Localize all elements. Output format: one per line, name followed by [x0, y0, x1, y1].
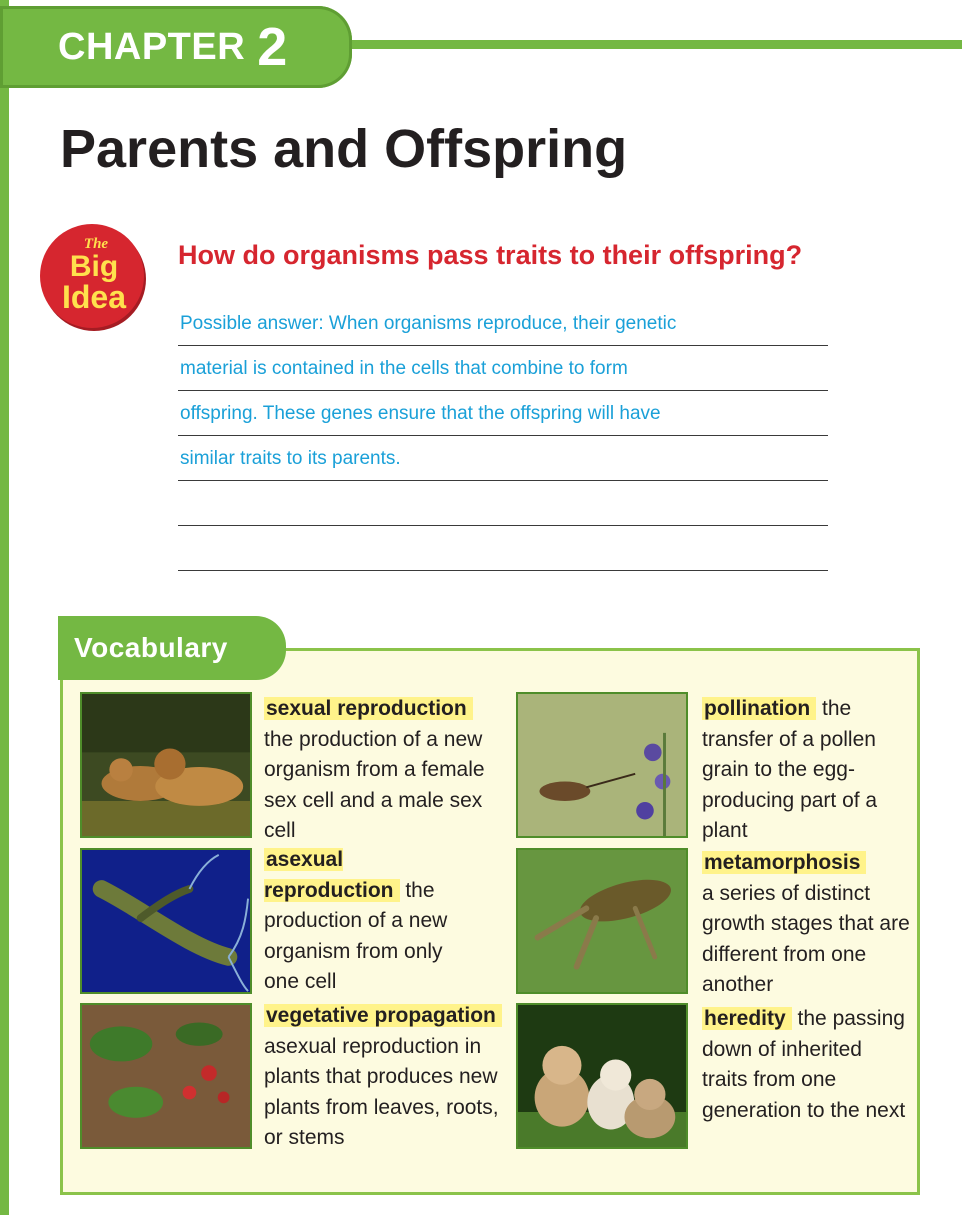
frog-photo [516, 848, 688, 994]
strawberry-photo [80, 1003, 252, 1149]
answer-line-5[interactable] [178, 482, 828, 526]
lions-photo [80, 692, 252, 838]
hawk-moth-photo [516, 692, 688, 838]
chapter-number: 2 [257, 17, 288, 77]
svg-text:Idea: Idea [61, 279, 127, 315]
vocab-term: metamorphosis [702, 851, 866, 874]
svg-text:The: The [83, 236, 109, 252]
vocab-definition: the transfer of a pollen grain to the egg-producing part of a plant [702, 697, 878, 842]
vocab-term: heredity [702, 1007, 792, 1030]
vocab-term: sexual reproduction [264, 697, 473, 720]
vocab-definition: a series of distinct growth stages that are different from one another [702, 881, 910, 996]
chapter-label: CHAPTER [58, 25, 246, 68]
big-idea-logo [40, 224, 144, 328]
big-idea-question: How do organisms pass traits to their offspring? [178, 240, 803, 270]
vocab-item-vegetative-propagation [264, 1001, 509, 1154]
left-margin-rule [0, 0, 9, 1215]
vocab-definition: the production of a new organism from only one cell [264, 878, 448, 993]
vocab-definition: asexual reproduction in plants that produces new plants from leaves, roots, or stems [264, 1034, 499, 1149]
big-idea-badge-icon [40, 224, 144, 328]
page-title: Parents and Offspring [60, 119, 628, 179]
vocab-term: vegetative propagation [264, 1004, 502, 1027]
vocab-item-metamorphosis [702, 848, 912, 1001]
answer-line-6[interactable] [178, 527, 828, 571]
answer-line-4[interactable]: similar traits to its parents. [178, 437, 828, 481]
answer-line-3[interactable]: offspring. These genes ensure that the offspring will have [178, 392, 828, 436]
vocabulary-heading: Vocabulary [58, 616, 286, 680]
vocab-term: asexual reproduction [264, 848, 400, 902]
answer-area[interactable] [178, 302, 828, 571]
hydra-photo [80, 848, 252, 994]
chapter-header-rule [330, 40, 962, 49]
vocab-item-asexual-reproduction [264, 845, 479, 998]
vocab-definition: the passing down of inherited traits from one generation to the next [702, 1007, 906, 1122]
answer-line-1[interactable]: Possible answer: When organisms reproduce, their genetic [178, 302, 828, 346]
answer-line-2[interactable]: material is contained in the cells that combine to form [178, 347, 828, 391]
vocab-item-pollination [702, 694, 907, 847]
vocab-term: pollination [702, 697, 816, 720]
svg-text:Big: Big [69, 250, 119, 283]
kittens-photo [516, 1003, 688, 1149]
vocab-definition: the production of a new organism from a female sex cell and a male sex cell [264, 727, 485, 842]
chapter-tab [0, 6, 352, 88]
vocab-item-heredity [702, 1004, 912, 1126]
vocab-item-sexual-reproduction [264, 694, 494, 847]
